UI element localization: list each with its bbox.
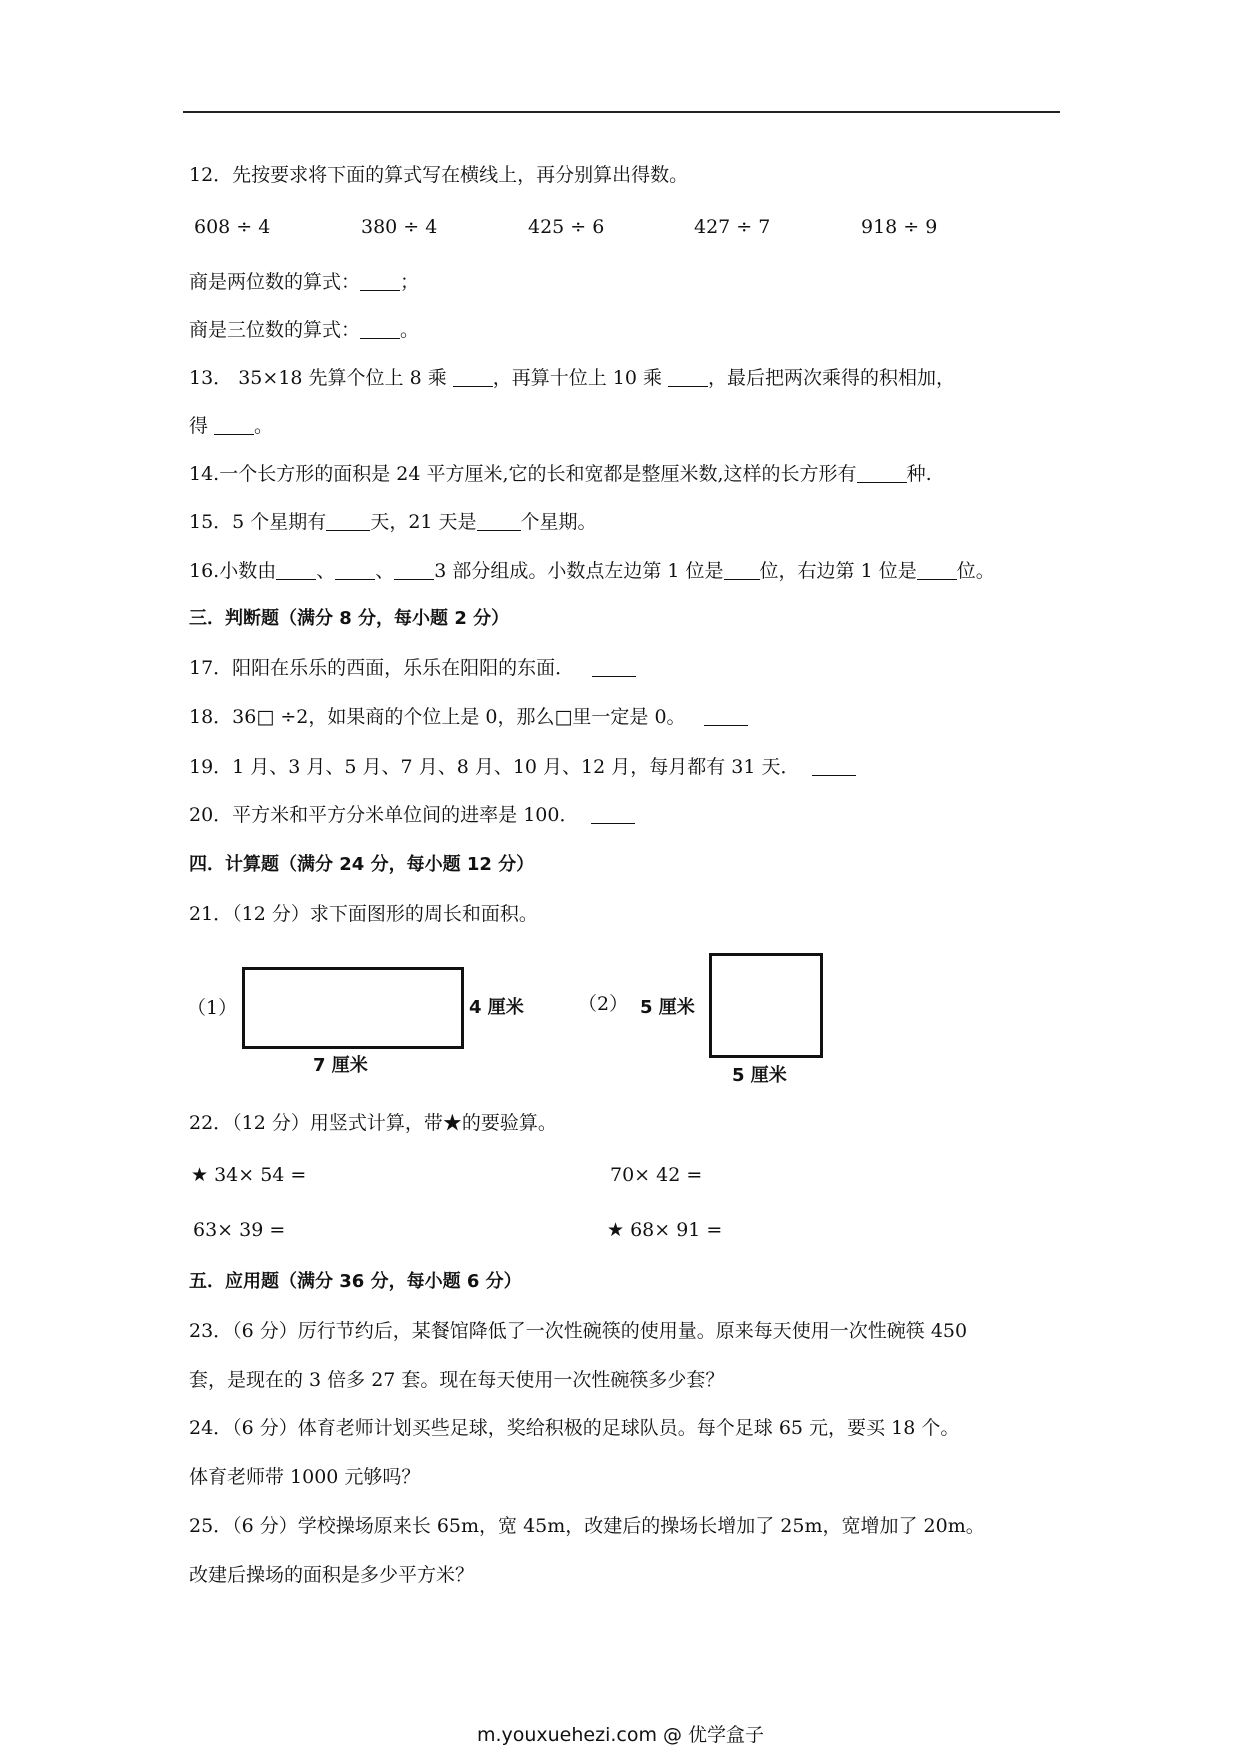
answer-blank[interactable] [453,368,493,387]
question-21: 21．（12 分）求下面图形的周长和面积。 [189,903,538,925]
section-4-heading: 四．计算题（满分 24 分，每小题 12 分） [189,854,535,875]
figure-2-bottom-label: 5 厘米 [732,1065,787,1086]
question-13 [189,366,955,390]
footer-watermark: m.youxuehezi.com @ 优学盒子 [476,1724,765,1746]
figure-1-bottom-label: 7 厘米 [313,1055,368,1076]
expr-2: 380 ÷ 4 [361,216,438,238]
figure-2-square [709,953,823,1058]
answer-blank[interactable] [360,320,400,339]
answer-blank[interactable] [591,805,635,824]
q14-text-2: 种. [906,463,932,485]
calc-4: ★ 68× 91 = [607,1219,723,1241]
q20-text: 20．平方米和平方分米单位间的进率是 100． [189,804,579,826]
q15-text-1: 15．5 个星期有 [189,511,327,533]
q13-text-2: ，再算十位上 10 乘 [492,367,669,389]
answer-blank[interactable] [326,512,370,531]
calc-2: 70× 42 = [610,1164,703,1186]
answer-blank[interactable] [276,561,316,580]
question-18 [189,705,748,729]
expr-1: 608 ÷ 4 [194,216,271,238]
q17-text: 17．阳阳在乐乐的西面，乐乐在阳阳的东面． [189,657,575,679]
answer-blank[interactable] [704,707,748,726]
answer-blank[interactable] [917,561,957,580]
q13-text-4: 得 [189,415,215,437]
q15-text-2: 天，21 天是 [370,511,477,533]
punct: 、 [316,560,336,582]
question-12 [189,163,688,187]
figure-2-label: （2） [578,993,629,1015]
q16-text-3: 位，右边第 1 位是 [759,560,917,582]
question-13-cont [189,414,273,438]
section-5-heading: 五．应用题（满分 36 分，每小题 6 分） [189,1271,522,1292]
punct: 、 [375,560,395,582]
two-digit-line [189,270,419,294]
section-3-heading: 三．判断题（满分 8 分，每小题 2 分） [189,608,510,629]
answer-blank[interactable] [477,512,521,531]
question-25: 25．（6 分）学校操场原来长 65m，宽 45m，改建后的操场长增加了 25m，宽增加了 20m。 [189,1515,985,1537]
answer-blank[interactable] [214,416,254,435]
question-15 [189,510,597,534]
figure-1-label: （1） [187,997,238,1019]
answer-blank[interactable] [668,368,708,387]
figure-1-side-label: 4 厘米 [469,997,524,1018]
expr-4: 427 ÷ 7 [694,216,771,238]
q16-text-4: 位。 [956,560,995,582]
figure-2-side-label: 5 厘米 [640,997,695,1018]
q15-text-3: 个星期。 [520,511,597,533]
q16-text-2: 3 部分组成。小数点左边第 1 位是 [434,560,724,582]
question-19 [189,755,856,779]
answer-blank[interactable] [360,272,400,291]
question-23-cont: 套，是现在的 3 倍多 27 套。现在每天使用一次性碗筷多少套？ [189,1369,725,1391]
question-22: 22．（12 分）用竖式计算，带★的要验算。 [189,1112,557,1134]
question-23: 23．（6 分）厉行节约后，某餐馆降低了一次性碗筷的使用量。原来每天使用一次性碗筷 450 [189,1320,968,1342]
answer-blank[interactable] [335,561,375,580]
question-20 [189,803,635,827]
figure-1-rectangle [242,967,464,1049]
q13-text-3: ，最后把两次乘得的积相加， [708,367,956,389]
question-24: 24．（6 分）体育老师计划买些足球，奖给积极的足球队员。每个足球 65 元，要买 18 个。 [189,1417,960,1439]
answer-blank[interactable] [394,561,434,580]
question-14 [189,462,932,486]
three-digit-label: 商是三位数的算式： [189,319,361,341]
q18-text: 18．36□ ÷2，如果商的个位上是 0，那么□里一定是 0。 [189,706,686,728]
calc-1: ★ 34× 54 = [191,1164,307,1186]
answer-blank[interactable] [857,464,907,483]
answer-blank[interactable] [812,757,856,776]
question-17 [189,656,636,680]
expr-5: 918 ÷ 9 [861,216,938,238]
question-16 [189,559,995,583]
q19-text: 19．1 月、3 月、5 月、7 月、8 月、10 月、12 月，每月都有 31 天． [189,756,800,778]
answer-blank[interactable] [724,561,760,580]
answer-blank[interactable] [592,658,636,677]
question-25-cont: 改建后操场的面积是多少平方米？ [189,1564,475,1586]
q14-text-1: 14.一个长方形的面积是 24 平方厘米,它的长和宽都是整厘米数,这样的长方形有 [189,463,857,485]
punct: ； [400,271,420,293]
header-rule [183,111,1060,113]
three-digit-line [189,318,419,342]
expr-3: 425 ÷ 6 [528,216,605,238]
calc-3: 63× 39 = [193,1219,286,1241]
q13-text-1: 13． 35×18 先算个位上 8 乘 [189,367,453,389]
q16-text-1: 16.小数由 [189,560,277,582]
two-digit-label: 商是两位数的算式： [189,271,361,293]
question-24-cont: 体育老师带 1000 元够吗？ [189,1466,421,1488]
punct: 。 [400,319,420,341]
q13-text-5: 。 [254,415,274,437]
question-12-text: 12．先按要求将下面的算式写在横线上，再分别算出得数。 [189,164,689,186]
